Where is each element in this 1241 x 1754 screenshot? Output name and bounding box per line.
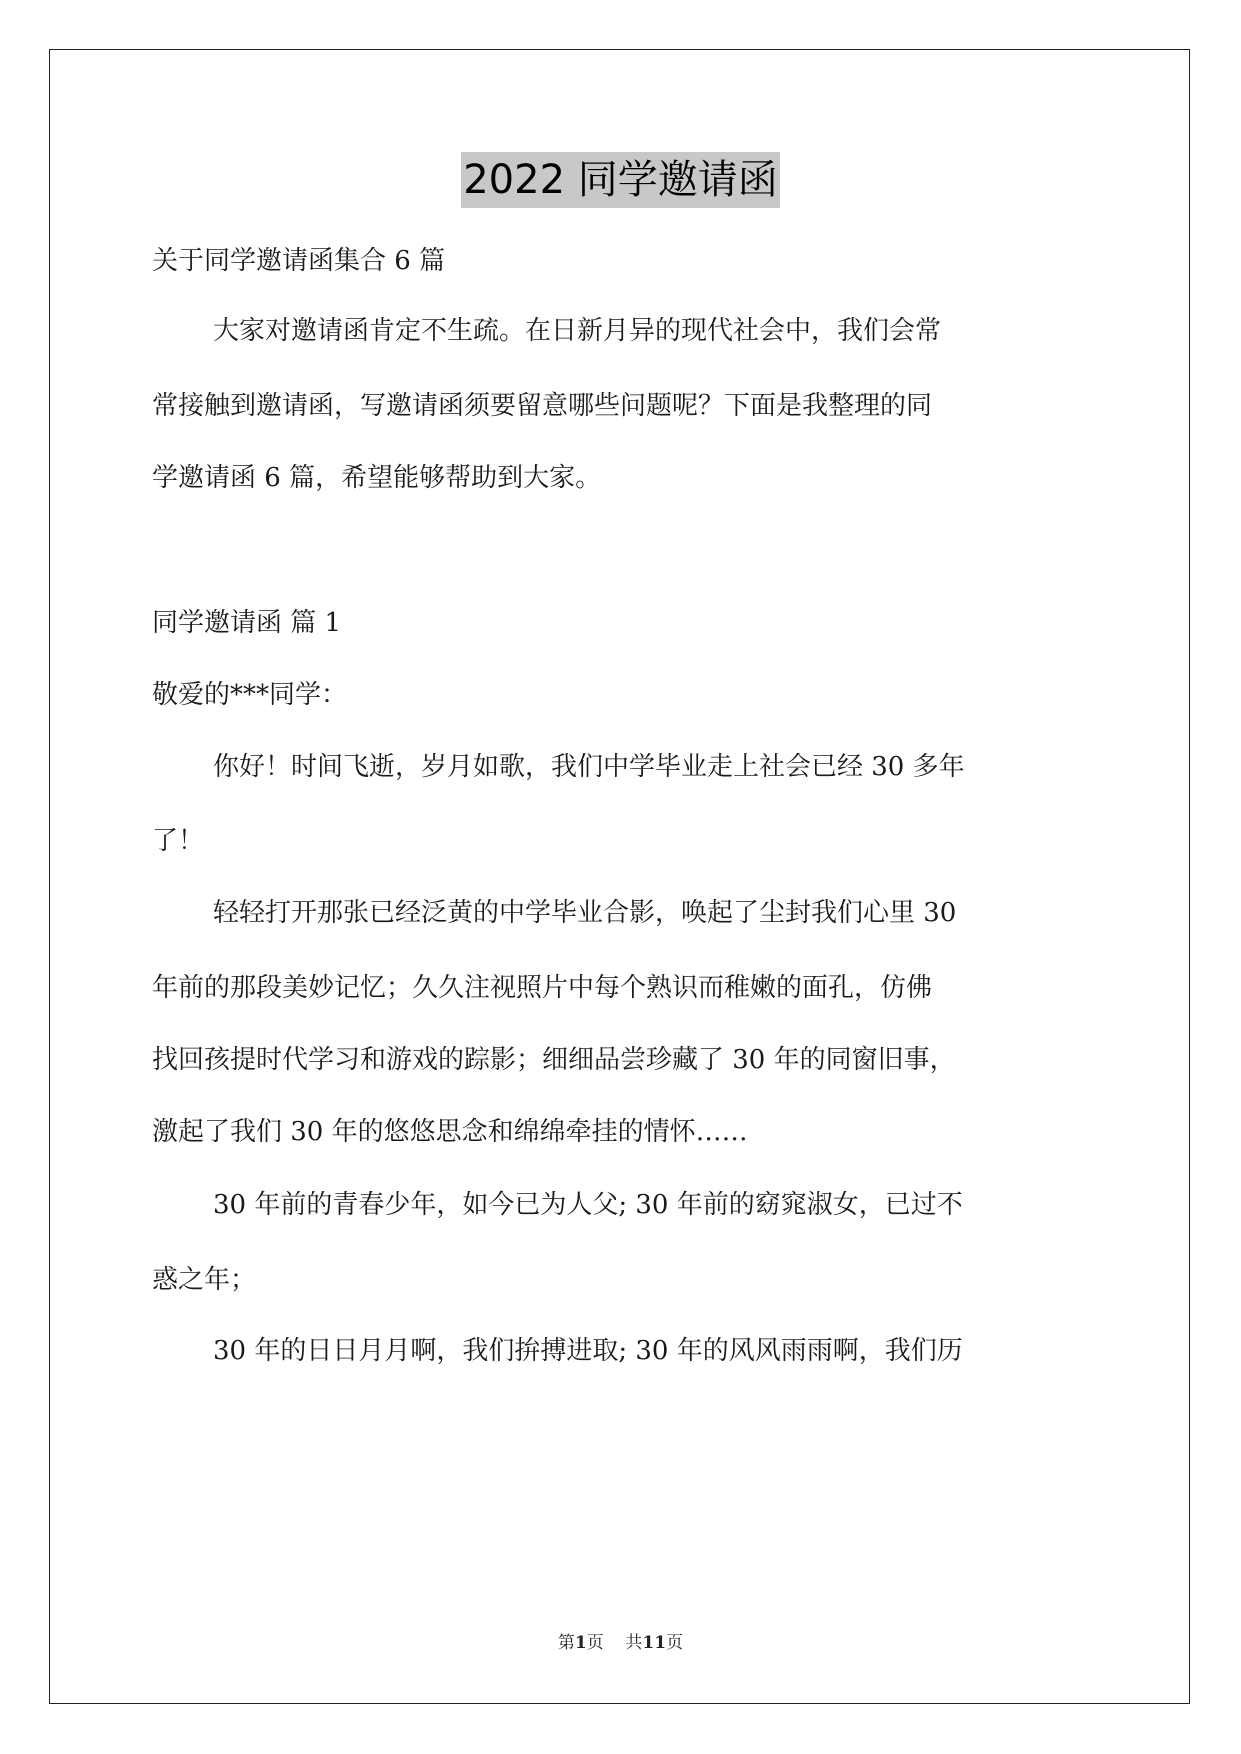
- section-heading: 同学邀请函 篇 1: [152, 608, 342, 638]
- page-footer: [0, 1628, 1241, 1653]
- footer-total-prefix: 共: [625, 1633, 643, 1653]
- intro-line: 大家对邀请函肯定不生疏。在日新月异的现代社会中，我们会常: [213, 316, 942, 346]
- body-line: 你好！时间飞逝，岁月如歌，我们中学毕业走上社会已经 30 多年: [213, 752, 965, 782]
- document-subtitle: 关于同学邀请函集合 6 篇: [152, 246, 446, 276]
- document-title: 2022 同学邀请函: [461, 152, 780, 208]
- body-line: 了！: [152, 826, 205, 856]
- footer-page-suffix: 页: [586, 1633, 604, 1653]
- body-line: 30 年前的青春少年，如今已为人父; 30 年前的窈窕淑女，已过不: [213, 1190, 963, 1220]
- body-line: 年前的那段美妙记忆；久久注视照片中每个熟识而稚嫩的面孔，仿佛: [152, 973, 933, 1003]
- intro-line: 常接触到邀请函，写邀请函须要留意哪些问题呢？下面是我整理的同: [152, 391, 933, 421]
- title-container: [0, 152, 1241, 208]
- page-border: [49, 49, 1190, 1704]
- body-line: 激起了我们 30 年的悠悠思念和绵绵牵挂的情怀……: [152, 1117, 748, 1147]
- intro-line: 学邀请函 6 篇，希望能够帮助到大家。: [152, 463, 602, 493]
- body-line: 30 年的日日月月啊，我们拚搏进取; 30 年的风风雨雨啊，我们历: [213, 1336, 963, 1366]
- footer-page-current: 1: [574, 1633, 587, 1653]
- footer-page-total: 11: [642, 1633, 667, 1653]
- body-line: 惑之年；: [152, 1265, 257, 1295]
- salutation: 敬爱的***同学：: [152, 680, 348, 710]
- footer-page-prefix: 第: [557, 1633, 575, 1653]
- footer-total-suffix: 页: [666, 1633, 684, 1653]
- body-line: 找回孩提时代学习和游戏的踪影；细细品尝珍藏了 30 年的同窗旧事，: [152, 1045, 956, 1075]
- body-line: 轻轻打开那张已经泛黄的中学毕业合影，唤起了尘封我们心里 30: [213, 898, 957, 928]
